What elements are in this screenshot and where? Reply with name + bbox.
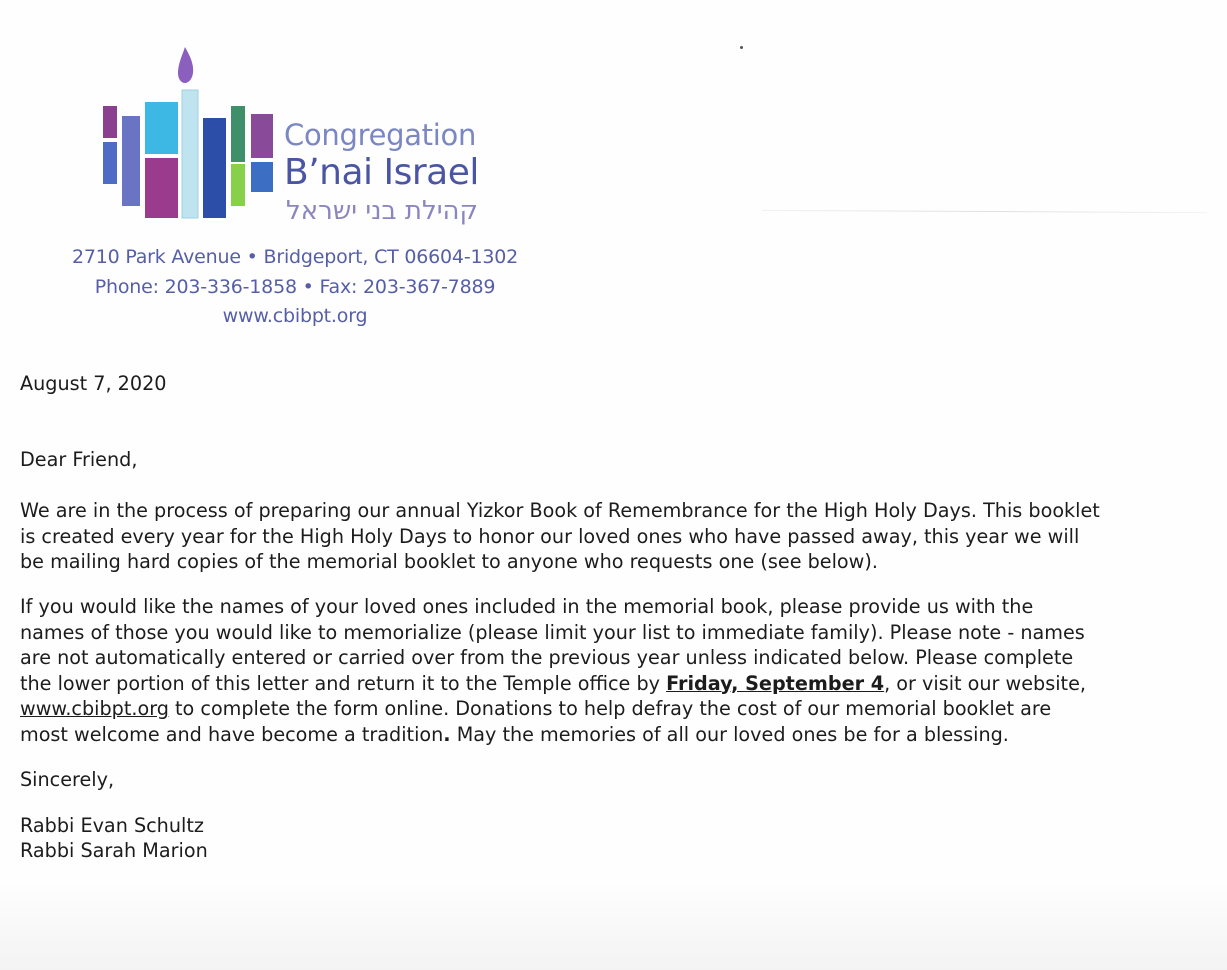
paragraph-line: [20, 722, 1086, 748]
logo-bar: [145, 102, 178, 154]
logo-bar: [251, 162, 273, 192]
paragraph-line: [20, 696, 1086, 722]
logo-bar: [231, 164, 245, 206]
paragraph-line: [20, 671, 1086, 697]
bold-period: .: [443, 722, 451, 746]
letterhead-website: www.cbibpt.org: [222, 305, 368, 327]
paragraph-line: We are in the process of preparing our annual Yizkor Book of Remembrance for the High Holy Days. This booklet: [20, 499, 1100, 522]
logo-bar: [122, 116, 140, 206]
letter-date: August 7, 2020: [20, 372, 167, 395]
line-text: to complete the form online. Donations to help defray the cost of our memorial booklet are: [168, 697, 1052, 720]
signature-rabbi-1: Rabbi Evan Schultz: [20, 814, 204, 837]
logo-bar: [103, 106, 117, 138]
candle-flame: [178, 47, 193, 83]
line-text: most welcome and have become a tradition: [20, 722, 444, 746]
org-name-hebrew: קהילת בני ישראל: [286, 196, 478, 226]
website-link[interactable]: www.cbibpt.org: [20, 697, 169, 720]
scan-speck: [740, 46, 743, 49]
paragraph-line: names of those you would like to memorialize (please limit your list to immediate family). Please note - names: [20, 620, 1085, 644]
congregation-logo-icon: [96, 44, 281, 224]
paragraph-line: are not automatically entered or carried over from the previous year unless indicated below. Please complete: [20, 646, 1074, 669]
closing: Sincerely,: [20, 768, 115, 791]
signature-rabbi-2: Rabbi Sarah Marion: [20, 839, 208, 862]
logo-bar: [203, 118, 226, 218]
letterhead-address: 2710 Park Avenue • Bridgeport, CT 06604-1302: [71, 246, 519, 268]
paragraph-line: is created every year for the High Holy Days to honor our loved ones who have passed away, this year we will: [20, 524, 1080, 548]
line-text: , or visit our website,: [884, 671, 1086, 695]
deadline-date: Friday, September 4: [666, 671, 885, 695]
logo-bar: [231, 106, 245, 162]
logo-bar: [182, 90, 198, 218]
paragraph-line: If you would like the names of your loved ones included in the memorial book, please provide us with the: [20, 595, 1034, 618]
scan-line: [762, 210, 1207, 213]
paragraph-intro: [20, 498, 1100, 575]
salutation: Dear Friend,: [20, 448, 138, 471]
line-text: May the memories of all our loved ones be for a blessing.: [450, 722, 1009, 746]
letterhead-phone-fax: Phone: 203-336-1858 • Fax: 203-367-7889: [94, 276, 496, 298]
logo-bar: [103, 142, 117, 184]
scan-shadow: [0, 880, 1227, 970]
logo-bar: [251, 114, 273, 158]
paragraph-line: be mailing hard copies of the memorial booklet to anyone who requests one (see below).: [20, 550, 878, 573]
logo-bar: [145, 158, 178, 218]
paragraph-instructions: [20, 594, 1086, 747]
org-name-line2: B’nai Israel: [284, 152, 479, 193]
org-name-line1: Congregation: [284, 118, 477, 152]
line-text: the lower portion of this letter and return it to the Temple office by: [20, 671, 667, 695]
